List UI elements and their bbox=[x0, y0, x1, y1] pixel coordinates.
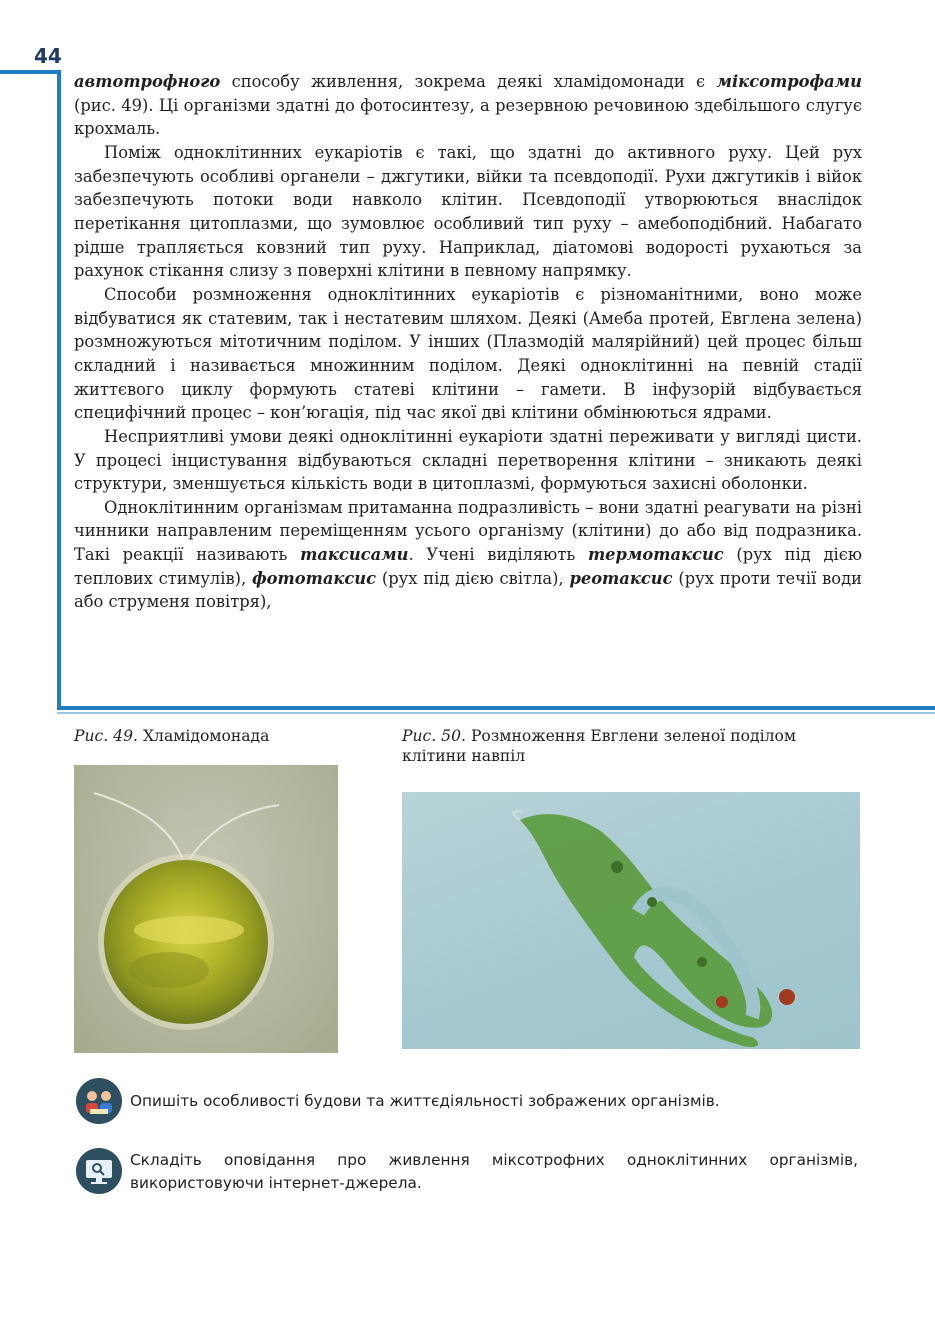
fig49-label: Рис. 49. bbox=[74, 727, 138, 745]
paragraph: автотрофного способу живлення, зокрема деякі хламідомонади є міксотрофами (рис. 49). Ці організми здатні до фотосинтезу, а резервною речовиною здебільшого слугує крохмаль. bbox=[74, 72, 862, 139]
page-number: 44 bbox=[34, 44, 62, 68]
task-text: Опишіть особливості будови та життєдіяльності зображених організмів. bbox=[130, 1092, 720, 1110]
euglena-image bbox=[402, 792, 860, 1049]
fig49-caption: Рис. 49. Хламідомонада bbox=[74, 727, 270, 745]
term-thermotaxis: термотаксис bbox=[587, 545, 724, 565]
task-story bbox=[76, 1148, 858, 1195]
term-rheotaxis: реотаксис bbox=[569, 568, 673, 588]
top-rule bbox=[0, 70, 60, 74]
left-rule bbox=[57, 70, 61, 710]
task-text: Складіть оповідання про живлення міксотрофних одноклітинних організмів, використовуючи інтернет-джерела. bbox=[130, 1151, 858, 1192]
computer-search-icon bbox=[76, 1148, 122, 1194]
body-text bbox=[74, 70, 862, 614]
chlamydomonas-image bbox=[74, 765, 338, 1053]
euglena-photo bbox=[402, 792, 860, 1049]
task-describe bbox=[76, 1078, 858, 1124]
bottom-rule-shadow bbox=[57, 712, 935, 714]
fig50-label: Рис. 50. bbox=[402, 727, 466, 745]
fig50-caption: Рис. 50. Розмноження Евглени зеленої поділом клітини навпіл bbox=[402, 727, 796, 765]
students-icon bbox=[76, 1078, 122, 1124]
term-phototaxis: фототаксис bbox=[251, 568, 377, 588]
paragraph: Способи розмноження одноклітинних еукаріотів є різноманітними, воно може відбуватися як статевим, так і нестатевим шляхом. Деякі (Амеба протей, Евглена зелена) розмножуються мітотичним поділом. У інших (Плазмодій малярійний) цей процес більш складний і називається множинним поділом. Деякі одноклітинні на певній стадії життєвого циклу формують статеві клітини – гамети. В інфузорій відбувається специфічний процес – кон’югація, під час якої дві клітини обмінюються ядрами. bbox=[74, 284, 862, 423]
paragraph: Одноклітинним організмам притаманна подразливість – вони здатні реагувати на різні чинники направленим переміщенням усього організму (клітини) до або від подразника. Такі реакції називають таксисами. Учені виділяють термотаксис (рух під дією теплових стимулів), фототаксис (рух під дією світла), реотаксис (рух проти течії води або струменя повітря), bbox=[74, 497, 863, 612]
paragraph: Несприятливі умови деякі одноклітинні еукаріоти здатні переживати у вигляді цисти. У процесі інцистування відбуваються складні перетворення клітини – зникають деякі структури, зменшується кількість води в цитоплазмі, формуються захисні оболонки. bbox=[74, 426, 862, 494]
term-mixotrophs: міксотрофами bbox=[716, 72, 862, 91]
chlamydomonas-photo bbox=[74, 765, 338, 1053]
paragraph: Поміж одноклітинних еукаріотів є такі, що здатні до активного руху. Цей рух забезпечують особливі органели – джгутики, війки та псевдоподії. Рухи джгутиків і війок забезпечують потоки води навколо клітин. Псевдоподії утворюються внаслідок перетікання цитоплазми, що зумовлює особливий тип руху – амебоподібний. Набагато рідше трапляється ковзний тип руху. Наприклад, діатомові водорості рухаються за рахунок стікання слизу з поверхні клітини в певному напрямку. bbox=[74, 142, 862, 281]
term-autotrophic: автотрофного bbox=[74, 72, 221, 91]
bottom-rule bbox=[57, 706, 935, 710]
term-taxis: таксисами bbox=[300, 545, 409, 565]
